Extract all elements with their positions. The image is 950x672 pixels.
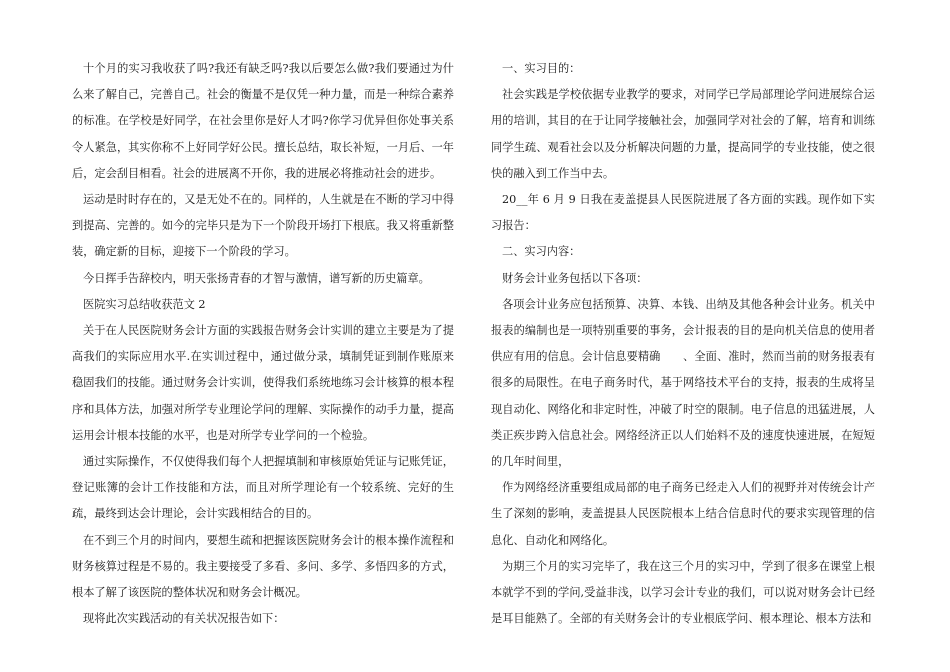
right-text-column xyxy=(491,56,875,632)
section-heading: 一、实习目的： xyxy=(502,62,581,75)
paragraph: 社会实践是学校依据专业教学的要求，对同学已学局部理论学问进展综合运用的培训，其目的在于让同学接触社会，加强同学对社会的了解，培育和训练同学生疏、观看社会以及分析解决问题的力量，提高同学的专业技能，使之很快的融入到工作当中去。 xyxy=(491,88,875,180)
paragraph: 为期三个月的实习完毕了，我在这三个月的实习中，学到了很多在课堂上根本就学不到的学问,受益非浅，以学习会计专业的我们，可以说对财务会计已经是耳目能熟了。全部的有关财务会计的专业根底学问、根本理论、根本方法和 xyxy=(491,559,875,626)
section-heading: 医院实习总结收获范文 2 xyxy=(83,297,206,311)
section-heading: 二、实习内容： xyxy=(502,245,581,259)
paragraph: 现将此次实践活动的有关状况报告如下： xyxy=(83,612,285,626)
paragraph: 今日挥手告辞校内，明天张扬青春的才智与激情，谱写新的历史篇章。 xyxy=(83,271,430,285)
paragraph: 财务会计业务包括以下各项： xyxy=(502,271,648,285)
paragraph: 运动是时时存在的，又是无处不在的。同样的，人生就是在不断的学习中得到提高、完善的。如今的完毕只是为下一个阶段开场打下根底。我又将重新整装，确定新的目标，迎接下一个阶段的学习。 xyxy=(72,193,454,259)
paragraph: 各项会计业务应包括预算、决算、本钱、出纳及其他各种会计业务。机关中报表的编制也是一项特别重要的事务，会计报表的目的是向机关信息的使用者供应有用的信息。会计信息要精确 、全面、准时，然而当前的财务报表有很多的局限性。在电子商务时代，基于网络技术平台的支持，报表的生成将呈现自动化、网络化和非定时性，冲破了时空的限制。电子信息的迅猛进展，人类正疾步跨入信息社会。网络经济正以人们始料不及的速度快速进展，在短短的几年时间里， xyxy=(491,297,875,469)
paragraph: 在不到三个月的时间内，要想生疏和把握该医院财务会计的根本操作流程和财务核算过程是不易的。我主要接受了多看、多问、多学、多悟四多的方式，根本了解了该医院的整体状况和财务会计概况。 xyxy=(72,533,454,600)
paragraph: 作为网络经济重要组成局部的电子商务已经走入人们的视野并对传统会计产生了深刻的影响，麦盖提县人民医院根本上结合信息时代的要求实现管理的信息化、自动化和网络化。 xyxy=(491,481,875,547)
paragraph: 20__年 6 月 9 日我在麦盖提县人民医院进展了各方面的实践。现作如下实习报告： xyxy=(491,193,875,233)
paragraph: 关于在人民医院财务会计方面的实践报告财务会计实训的建立主要是为了提高我们的实际应用水平.在实训过程中，通过做分录，填制凭证到制作账原来稳固我们的技能。通过财务会计实训，使得我们系统地练习会计核算的根本程序和具体方法，加强对所学专业理论学问的理解、实际操作的动手力量，提高运用会计根本技能的水平，也是对所学专业学问的一个检验。 xyxy=(72,324,454,442)
paragraph: 通过实际操作，不仅使得我们每个人把握填制和审核原始凭证与记账凭证，登记账簿的会计工作技能和方法，而且对所学理论有一个较系统、完好的生疏，最终到达会计理论，会计实践相结合的目的。 xyxy=(72,455,454,521)
paragraph: 十个月的实习我收获了吗?我还有缺乏吗?我以后要怎么做?我们要通过为什么来了解自己，完善自己。社会的衡量不是仅凭一种力量，而是一种综合素养的标准。在学校是好同学，在社会里你是好人才吗?你学习优异但你处事关系令人紧急，其实你称不上好同学好公民。擅长总结，取长补短，一月后、一年后，定会刮目相看。社会的进展离不开你，我的进展必将推动社会的进步。 xyxy=(72,62,454,180)
left-text-column xyxy=(72,56,454,632)
